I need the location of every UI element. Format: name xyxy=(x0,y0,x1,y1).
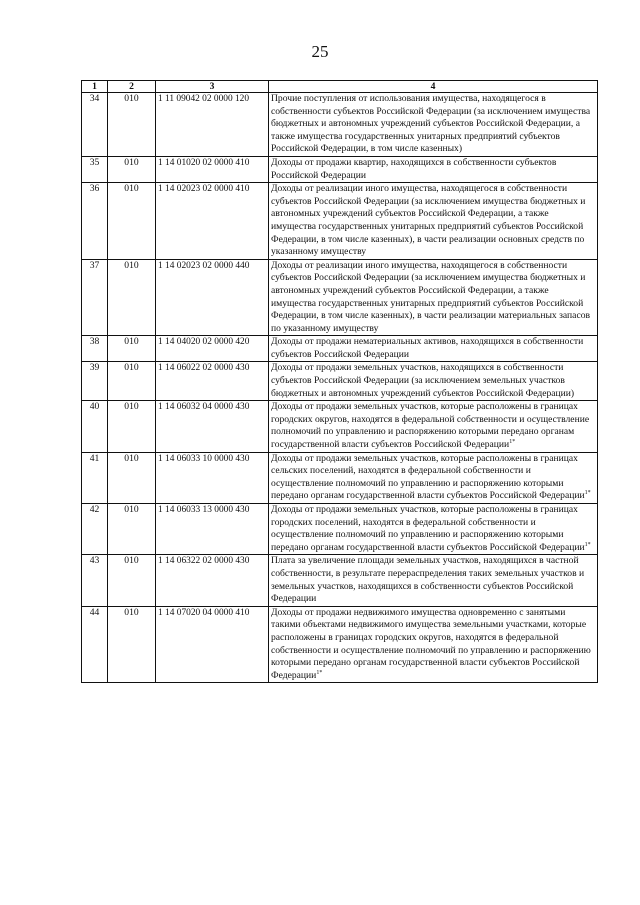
revenue-description-text: Доходы от продажи земельных участков, находящихся в собственности субъектов Российской Федерации (за исключением земельных участков бюджетных и автономных учреждений субъектов Российской Федерации) xyxy=(271,362,575,399)
column-header-2: 2 xyxy=(108,81,156,93)
budget-classification-code: 1 14 06033 10 0000 430 xyxy=(156,452,269,503)
footnote-mark: 1* xyxy=(584,490,591,497)
table-row xyxy=(82,555,598,606)
revenue-description xyxy=(269,504,598,555)
footnote-mark: 1* xyxy=(509,439,516,446)
page-number: 25 xyxy=(311,42,329,61)
budget-classification-code: 1 14 06032 04 0000 430 xyxy=(156,401,269,452)
row-number: 36 xyxy=(82,183,108,260)
footnote-mark: 1* xyxy=(316,669,323,676)
revenue-description xyxy=(269,555,598,606)
row-number: 34 xyxy=(82,93,108,157)
admin-code: 010 xyxy=(108,259,156,336)
table-row xyxy=(82,401,598,452)
revenue-description-text: Доходы от продажи земельных участков, которые расположены в границах городских поселений, находятся в федеральной собственности и осуществление полномочий по управлению и распоряжению которыми передано органам государственной власти субъектов Российской Федерации xyxy=(271,504,585,553)
table-row xyxy=(82,259,598,336)
revenue-description-text: Доходы от реализации иного имущества, находящегося в собственности субъектов Российской Федерации (за исключением имущества бюджетных и автономных учреждений субъектов Российской Федерации, а также имущества государственных унитарных предприятий субъектов Российской Федерации, в том числе казенных), в части реализации материальных запасов по указанному имуществу xyxy=(271,259,591,334)
admin-code: 010 xyxy=(108,156,156,182)
row-number: 43 xyxy=(82,555,108,606)
budget-classification-code: 1 14 06022 02 0000 430 xyxy=(156,362,269,401)
footnote-mark: 1* xyxy=(584,541,591,548)
revenue-description xyxy=(269,93,598,157)
revenue-description-text: Плата за увеличение площади земельных участков, находящихся в частной собственности, в результате перераспределения таких земельных участков и земельных участков, находящихся в собственности субъектов Российской Федерации xyxy=(271,555,585,605)
table-body xyxy=(82,93,598,683)
row-number: 44 xyxy=(82,606,108,683)
revenue-description-text: Доходы от продажи недвижимого имущества одновременно с занятыми такими объектами недвижимого имущества земельными участками, которые расположены в границах городских округов, находятся в федеральной собственности и осуществление полномочий по управлению и распоряжению которыми передано органам государственной власти субъектов Российской Федерации xyxy=(271,606,591,681)
admin-code: 010 xyxy=(108,401,156,452)
budget-classification-code: 1 14 02023 02 0000 440 xyxy=(156,259,269,336)
row-number: 35 xyxy=(82,156,108,182)
row-number: 41 xyxy=(82,452,108,503)
row-number: 37 xyxy=(82,259,108,336)
table-row xyxy=(82,336,598,362)
revenue-description-text: Прочие поступления от использования имущества, находящегося в собственности субъектов Российской Федерации (за исключением имущества бюджетных и автономных учреждений субъектов Российской Федерации, а также имущества государственных унитарных предприятий субъектов Российской Федерации, в том числе казенных) xyxy=(271,93,591,155)
column-header-1: 1 xyxy=(82,81,108,93)
table-row xyxy=(82,183,598,260)
revenue-description xyxy=(269,401,598,452)
column-header-4: 4 xyxy=(269,81,598,93)
budget-classification-code: 1 14 07020 04 0000 410 xyxy=(156,606,269,683)
admin-code: 010 xyxy=(108,452,156,503)
revenue-description xyxy=(269,336,598,362)
table-row xyxy=(82,362,598,401)
table-row xyxy=(82,452,598,503)
table-row xyxy=(82,504,598,555)
revenue-description xyxy=(269,452,598,503)
admin-code: 010 xyxy=(108,93,156,157)
admin-code: 010 xyxy=(108,362,156,401)
table-row xyxy=(82,93,598,157)
admin-code: 010 xyxy=(108,183,156,260)
budget-classification-code: 1 11 09042 02 0000 120 xyxy=(156,93,269,157)
revenue-description xyxy=(269,183,598,260)
revenue-description-text: Доходы от продажи нематериальных активов, находящихся в собственности субъектов Российской Федерации xyxy=(271,336,584,360)
revenue-description-text: Доходы от реализации иного имущества, находящегося в собственности субъектов Российской Федерации (за исключением имущества бюджетных и автономных учреждений субъектов Российской Федерации, а также имущества государственных унитарных предприятий субъектов Российской Федерации, в том числе казенных), в части реализации основных средств по указанному имуществу xyxy=(271,183,586,258)
revenue-description xyxy=(269,362,598,401)
revenue-description xyxy=(269,259,598,336)
table-row xyxy=(82,606,598,683)
budget-classification-code: 1 14 04020 02 0000 420 xyxy=(156,336,269,362)
revenue-description-text: Доходы от продажи земельных участков, которые расположены в границах городских округов, находятся в федеральной собственности и осуществление полномочий по управлению и распоряжению которыми передано органам государственной власти субъектов Российской Федерации xyxy=(271,401,590,451)
admin-code: 010 xyxy=(108,555,156,606)
admin-code: 010 xyxy=(108,504,156,555)
revenue-description xyxy=(269,156,598,182)
budget-classification-code: 1 14 01020 02 0000 410 xyxy=(156,156,269,182)
budget-classification-code: 1 14 06322 02 0000 430 xyxy=(156,555,269,606)
column-header-3: 3 xyxy=(156,81,269,93)
revenue-codes-table xyxy=(81,80,598,683)
table-header-row xyxy=(82,81,598,93)
revenue-description xyxy=(269,606,598,683)
table-row xyxy=(82,156,598,182)
budget-classification-code: 1 14 02023 02 0000 410 xyxy=(156,183,269,260)
row-number: 42 xyxy=(82,504,108,555)
budget-classification-code: 1 14 06033 13 0000 430 xyxy=(156,504,269,555)
row-number: 38 xyxy=(82,336,108,362)
row-number: 40 xyxy=(82,401,108,452)
revenue-description-text: Доходы от продажи земельных участков, которые расположены в границах сельских поселений, находятся в федеральной собственности и осуществление полномочий по управлению и распоряжению которыми передано органам государственной власти субъектов Российской Федерации xyxy=(271,452,585,502)
admin-code: 010 xyxy=(108,606,156,683)
revenue-description-text: Доходы от продажи квартир, находящихся в собственности субъектов Российской Федерации xyxy=(271,156,557,181)
admin-code: 010 xyxy=(108,336,156,362)
row-number: 39 xyxy=(82,362,108,401)
